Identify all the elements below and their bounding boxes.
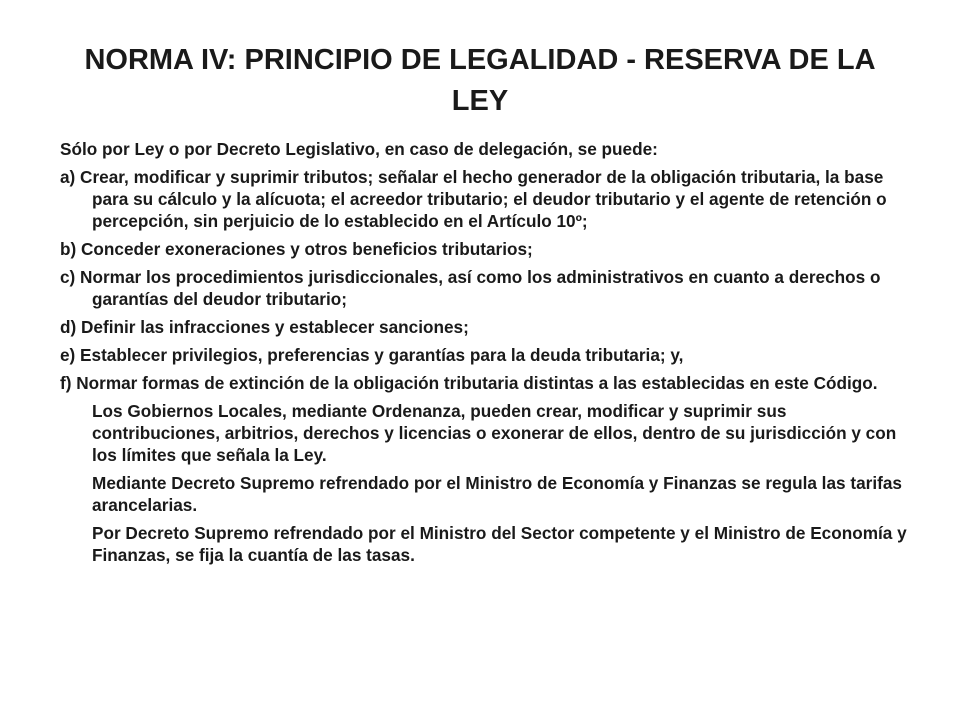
intro-text: Sólo por Ley o por Decreto Legislativo, en caso de delegación, se puede: xyxy=(60,139,658,159)
list-item-c: c) Normar los procedimientos jurisdiccionales, así como los administrativos en cuanto a derechos o garantías del deudor tributario; xyxy=(60,267,881,309)
list-item-a: a) Crear, modificar y suprimir tributos; señalar el hecho generador de la obligación tributaria, la base para su cálculo y la alícuota; el acreedor tributario; el deudor tributario y el agente de retención o percepción, sin perjuicio de lo establecido en el Artículo 10º; xyxy=(60,167,887,231)
list-item-b: b) Conceder exoneraciones y otros beneficios tributarios; xyxy=(60,239,533,259)
list-item-f: f) Normar formas de extinción de la obligación tributaria distintas a las establecidas en este Código. xyxy=(60,373,878,393)
slide-title: NORMA IV: PRINCIPIO DE LEGALIDAD - RESERVA DE LA LEY xyxy=(84,44,876,117)
slide-body xyxy=(60,138,912,572)
powers-list xyxy=(60,166,912,394)
paragraph-fees: Por Decreto Supremo refrendado por el Ministro del Sector competente y el Ministro de Economía y Finanzas, se fija la cuantía de las tasas. xyxy=(92,523,907,565)
list-item-e: e) Establecer privilegios, preferencias y garantías para la deuda tributaria; y, xyxy=(60,345,684,365)
list-item-d: d) Definir las infracciones y establecer sanciones; xyxy=(60,317,469,337)
paragraph-local-governments: Los Gobiernos Locales, mediante Ordenanza, pueden crear, modificar y suprimir sus contribuciones, arbitrios, derechos y licencias o exonerar de ellos, dentro de su jurisdicción y con los límites que señala la Ley. xyxy=(92,401,897,465)
paragraph-tariffs: Mediante Decreto Supremo refrendado por el Ministro de Economía y Finanzas se regula las tarifas arancelarias. xyxy=(92,473,902,515)
